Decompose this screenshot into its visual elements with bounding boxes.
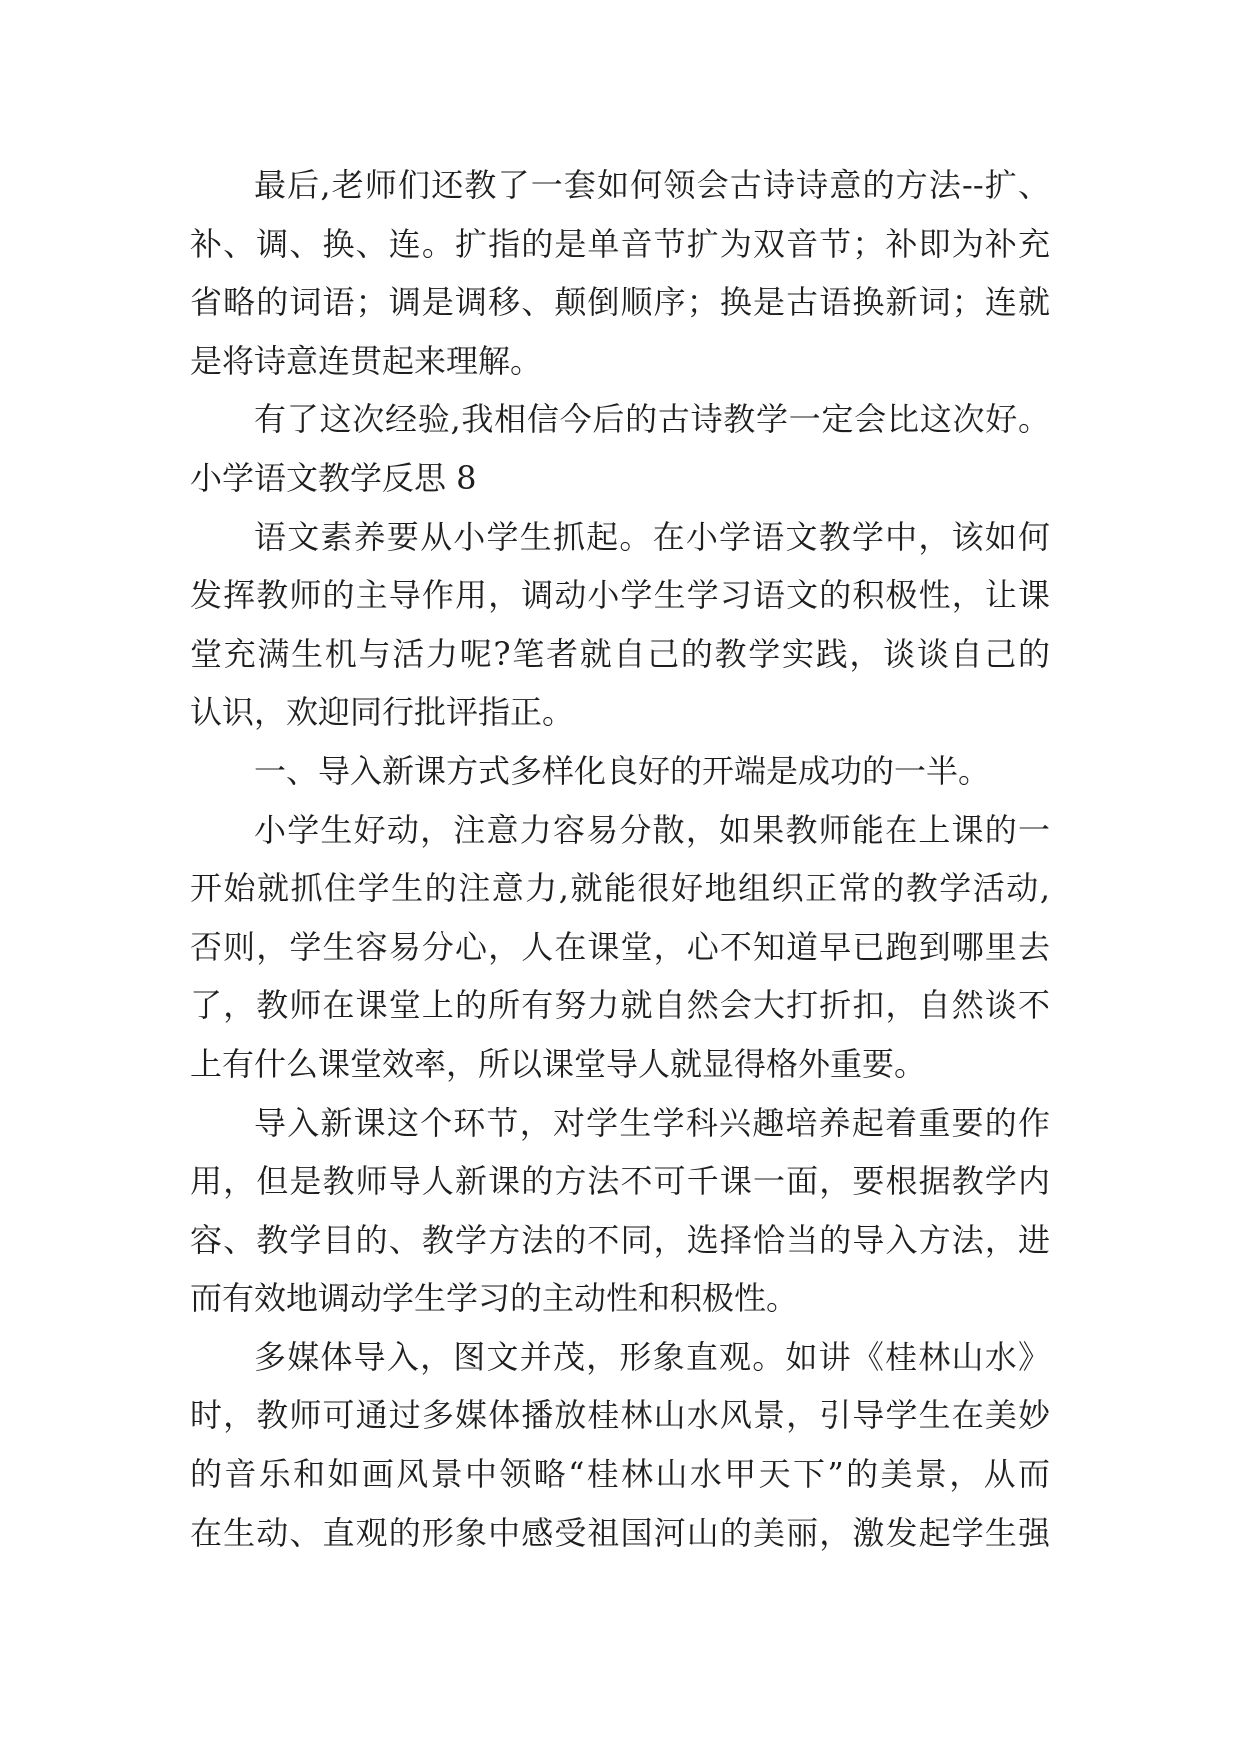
paragraph — [190, 1094, 1050, 1328]
paragraph — [190, 801, 1050, 1094]
paragraph-line: 省略的词语；调是调移、颠倒顺序；换是古语换新词；连就 — [190, 283, 1050, 322]
paragraph-line: 的音乐和如画风景中领略“桂林山水甲天下”的美景，从而 — [190, 1455, 1050, 1494]
paragraph-line: 语文素养要从小学生抓起。在小学语文教学中，该如何 — [254, 517, 1050, 556]
paragraph-line: 发挥教师的主导作用，调动小学生学习语文的积极性，让课 — [190, 576, 1050, 615]
section-heading: 小学语文教学反思 8 — [190, 458, 477, 497]
paragraph-line: 小学生好动，注意力容易分散，如果教师能在上课的一 — [254, 810, 1050, 849]
body-text — [190, 156, 1050, 1562]
paragraph-line: 时，教师可通过多媒体播放桂林山水风景，引导学生在美妙 — [190, 1396, 1050, 1435]
paragraph — [190, 390, 1050, 449]
paragraph-line: 上有什么课堂效率，所以课堂导人就显得格外重要。 — [190, 1044, 927, 1083]
paragraph-line: 有了这次经验,我相信今后的古诗教学一定会比这次好。 — [254, 400, 1050, 439]
paragraph-line: 是将诗意连贯起来理解。 — [190, 341, 543, 380]
paragraph — [190, 1328, 1050, 1562]
paragraph-line: 最后,老师们还教了一套如何领会古诗诗意的方法--扩、 — [254, 166, 1050, 204]
paragraph — [190, 742, 1050, 801]
paragraph-line: 用，但是教师导人新课的方法不可千课一面，要根据教学内 — [190, 1162, 1050, 1201]
paragraph-line: 认识，欢迎同行批评指正。 — [190, 693, 575, 732]
paragraph-line: 了，教师在课堂上的所有努力就自然会大打折扣，自然谈不 — [190, 986, 1050, 1025]
paragraph-line: 一、导入新课方式多样化良好的开端是成功的一半。 — [254, 751, 991, 790]
paragraph-line: 否则，学生容易分心，人在课堂，心不知道早已跑到哪里去 — [190, 927, 1050, 966]
paragraph-line: 在生动、直观的形象中感受祖国河山的美丽，激发起学生强 — [190, 1513, 1050, 1552]
paragraph-line: 补、调、换、连。扩指的是单音节扩为双音节；补即为补充 — [190, 224, 1050, 263]
paragraph — [190, 156, 1050, 390]
paragraph-line: 导入新课这个环节，对学生学科兴趣培养起着重要的作 — [254, 1103, 1050, 1142]
paragraph-line: 多媒体导入，图文并茂，形象直观。如讲《桂林山水》 — [254, 1337, 1050, 1376]
paragraph-line: 堂充满生机与活力呢?笔者就自己的教学实践，谈谈自己的 — [190, 634, 1050, 673]
paragraph-line: 而有效地调动学生学习的主动性和积极性。 — [190, 1279, 799, 1318]
paragraph-line: 容、教学目的、教学方法的不同，选择恰当的导入方法，进 — [190, 1220, 1050, 1259]
paragraph-line: 开始就抓住学生的注意力,就能很好地组织正常的教学活动, — [190, 869, 1050, 908]
paragraph — [190, 508, 1050, 742]
